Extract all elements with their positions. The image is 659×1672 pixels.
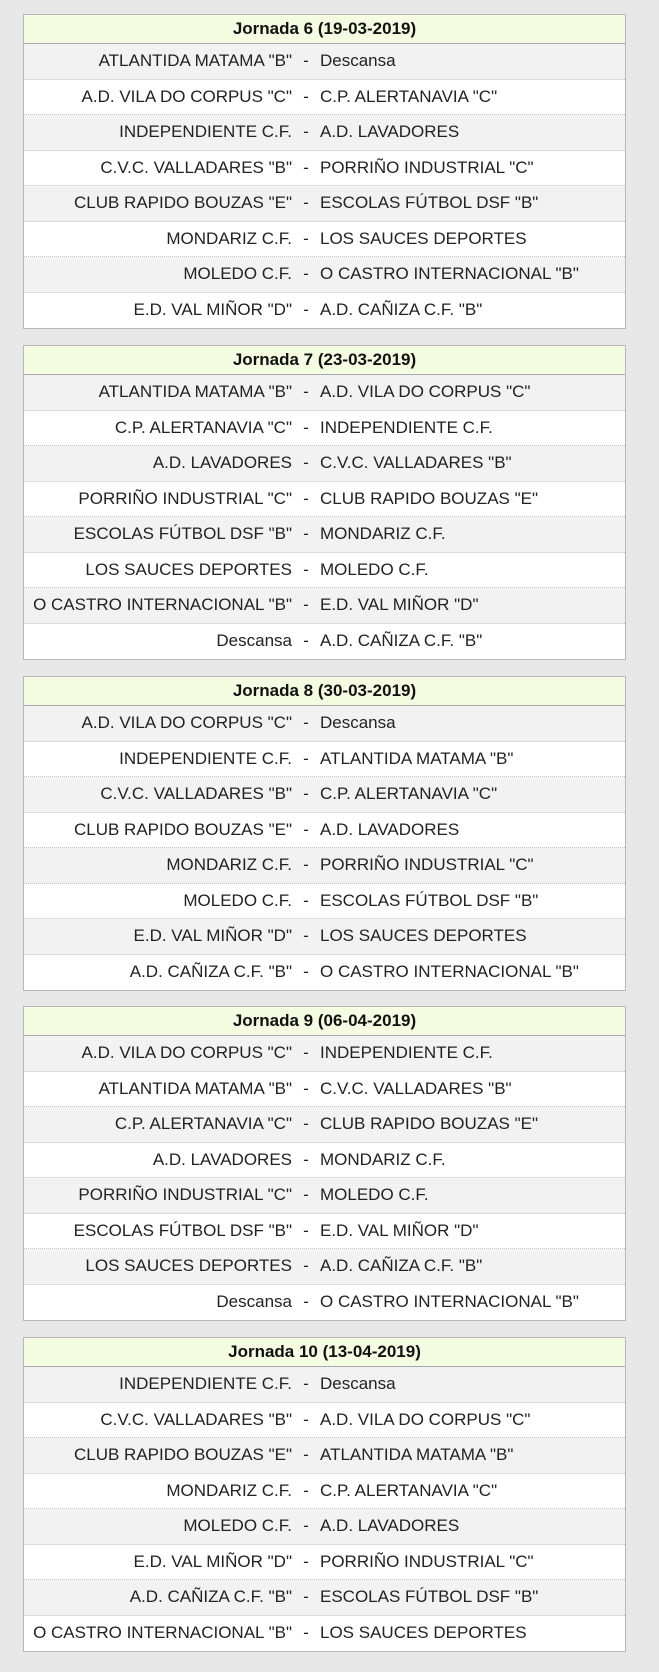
match-row (24, 115, 625, 151)
away-team: MOLEDO C.F. (320, 1185, 429, 1205)
match-row (24, 1285, 625, 1321)
home-team: A.D. LAVADORES (152, 1149, 292, 1169)
home-team: A.D. LAVADORES (152, 453, 292, 473)
match-separator: - (303, 193, 309, 213)
home-team: INDEPENDIENTE C.F. (119, 122, 292, 142)
home-team: C.V.C. VALLADARES "B" (100, 157, 292, 177)
match-row (24, 624, 625, 660)
away-team: LOS SAUCES DEPORTES (320, 926, 527, 946)
round-title: Jornada 8 (30-03-2019) (24, 677, 625, 706)
away-team: MOLEDO C.F. (320, 559, 429, 579)
home-team: MOLEDO C.F. (183, 1516, 292, 1536)
home-team: A.D. VILA DO CORPUS "C" (81, 86, 292, 106)
match-separator: - (303, 1149, 309, 1169)
match-row (24, 1249, 625, 1285)
match-row (24, 44, 625, 80)
home-team: ESCOLAS FÚTBOL DSF "B" (73, 524, 292, 544)
home-team: E.D. VAL MIÑOR "D" (133, 300, 292, 320)
match-separator: - (303, 1043, 309, 1063)
match-row (24, 553, 625, 589)
match-separator: - (303, 748, 309, 768)
away-team: A.D. LAVADORES (320, 122, 460, 142)
match-separator: - (303, 819, 309, 839)
away-team: A.D. CAÑIZA C.F. "B" (320, 631, 483, 651)
home-team: ATLANTIDA MATAMA "B" (98, 51, 292, 71)
round-table (23, 14, 626, 329)
away-team: ATLANTIDA MATAMA "B" (320, 748, 514, 768)
away-team: C.P. ALERTANAVIA "C" (320, 784, 498, 804)
away-team: A.D. LAVADORES (320, 1516, 460, 1536)
match-separator: - (303, 1256, 309, 1276)
match-row (24, 257, 625, 293)
match-row (24, 777, 625, 813)
match-separator: - (303, 1587, 309, 1607)
match-separator: - (303, 631, 309, 651)
match-row (24, 706, 625, 742)
match-row (24, 1072, 625, 1108)
home-team: CLUB RAPIDO BOUZAS "E" (73, 819, 292, 839)
away-team: ATLANTIDA MATAMA "B" (320, 1445, 514, 1465)
away-team: Descansa (320, 1374, 396, 1394)
round-matches (24, 44, 625, 328)
away-team: A.D. CAÑIZA C.F. "B" (320, 1256, 483, 1276)
match-row (24, 1545, 625, 1581)
home-team: LOS SAUCES DEPORTES (85, 559, 292, 579)
match-separator: - (303, 1551, 309, 1571)
match-separator: - (303, 264, 309, 284)
home-team: C.V.C. VALLADARES "B" (100, 1409, 292, 1429)
match-row (24, 588, 625, 624)
round-title: Jornada 9 (06-04-2019) (24, 1007, 625, 1036)
match-row (24, 222, 625, 258)
home-team: E.D. VAL MIÑOR "D" (133, 1551, 292, 1571)
away-team: O CASTRO INTERNACIONAL "B" (320, 1292, 579, 1312)
home-team: INDEPENDIENTE C.F. (119, 1374, 292, 1394)
match-row (24, 1107, 625, 1143)
round-table (23, 345, 626, 660)
match-separator: - (303, 1445, 309, 1465)
away-team: C.V.C. VALLADARES "B" (320, 1078, 512, 1098)
home-team: ATLANTIDA MATAMA "B" (98, 382, 292, 402)
match-row (24, 1214, 625, 1250)
match-row (24, 482, 625, 518)
match-row (24, 375, 625, 411)
round-matches (24, 706, 625, 990)
match-row (24, 1367, 625, 1403)
away-team: ESCOLAS FÚTBOL DSF "B" (320, 193, 539, 213)
match-row (24, 1509, 625, 1545)
away-team: A.D. VILA DO CORPUS "C" (320, 1409, 531, 1429)
match-separator: - (303, 559, 309, 579)
away-team: INDEPENDIENTE C.F. (320, 417, 493, 437)
match-separator: - (303, 713, 309, 733)
round-matches (24, 375, 625, 659)
home-team: ATLANTIDA MATAMA "B" (98, 1078, 292, 1098)
match-separator: - (303, 1374, 309, 1394)
away-team: ESCOLAS FÚTBOL DSF "B" (320, 1587, 539, 1607)
match-separator: - (303, 122, 309, 142)
away-team: MONDARIZ C.F. (320, 1149, 446, 1169)
match-separator: - (303, 228, 309, 248)
home-team: O CASTRO INTERNACIONAL "B" (33, 595, 292, 615)
round-table (23, 676, 626, 991)
away-team: A.D. VILA DO CORPUS "C" (320, 382, 531, 402)
round-table (23, 1337, 626, 1652)
home-team: LOS SAUCES DEPORTES (85, 1256, 292, 1276)
away-team: LOS SAUCES DEPORTES (320, 1623, 527, 1643)
match-separator: - (303, 1114, 309, 1134)
match-row (24, 1403, 625, 1439)
match-row (24, 411, 625, 447)
home-team: MONDARIZ C.F. (166, 855, 292, 875)
home-team: A.D. CAÑIZA C.F. "B" (129, 962, 292, 982)
away-team: MONDARIZ C.F. (320, 524, 446, 544)
match-row (24, 293, 625, 329)
round-table (23, 1006, 626, 1321)
match-row (24, 80, 625, 116)
home-team: A.D. CAÑIZA C.F. "B" (129, 1587, 292, 1607)
match-row (24, 919, 625, 955)
match-separator: - (303, 1480, 309, 1500)
home-team: Descansa (216, 631, 292, 651)
match-separator: - (303, 1516, 309, 1536)
match-row (24, 1036, 625, 1072)
match-separator: - (303, 595, 309, 615)
away-team: O CASTRO INTERNACIONAL "B" (320, 962, 579, 982)
match-separator: - (303, 1409, 309, 1429)
home-team: ESCOLAS FÚTBOL DSF "B" (73, 1220, 292, 1240)
home-team: PORRIÑO INDUSTRIAL "C" (78, 488, 292, 508)
match-separator: - (303, 890, 309, 910)
away-team: CLUB RAPIDO BOUZAS "E" (320, 488, 539, 508)
match-row (24, 848, 625, 884)
away-team: E.D. VAL MIÑOR "D" (320, 595, 479, 615)
away-team: PORRIÑO INDUSTRIAL "C" (320, 157, 534, 177)
home-team: MONDARIZ C.F. (166, 228, 292, 248)
match-row (24, 446, 625, 482)
home-team: MONDARIZ C.F. (166, 1480, 292, 1500)
away-team: C.P. ALERTANAVIA "C" (320, 86, 498, 106)
home-team: PORRIÑO INDUSTRIAL "C" (78, 1185, 292, 1205)
match-separator: - (303, 1185, 309, 1205)
match-separator: - (303, 926, 309, 946)
match-row (24, 151, 625, 187)
match-separator: - (303, 784, 309, 804)
match-row (24, 1474, 625, 1510)
home-team: C.P. ALERTANAVIA "C" (114, 417, 292, 437)
match-separator: - (303, 855, 309, 875)
match-row (24, 955, 625, 991)
away-team: INDEPENDIENTE C.F. (320, 1043, 493, 1063)
home-team: E.D. VAL MIÑOR "D" (133, 926, 292, 946)
away-team: CLUB RAPIDO BOUZAS "E" (320, 1114, 539, 1134)
away-team: C.V.C. VALLADARES "B" (320, 453, 512, 473)
match-separator: - (303, 417, 309, 437)
match-row (24, 186, 625, 222)
match-separator: - (303, 524, 309, 544)
home-team: O CASTRO INTERNACIONAL "B" (33, 1623, 292, 1643)
away-team: A.D. CAÑIZA C.F. "B" (320, 300, 483, 320)
match-row (24, 1580, 625, 1616)
match-separator: - (303, 962, 309, 982)
home-team: A.D. VILA DO CORPUS "C" (81, 713, 292, 733)
match-row (24, 884, 625, 920)
match-row (24, 742, 625, 778)
away-team: C.P. ALERTANAVIA "C" (320, 1480, 498, 1500)
home-team: INDEPENDIENTE C.F. (119, 748, 292, 768)
match-row (24, 813, 625, 849)
away-team: A.D. LAVADORES (320, 819, 460, 839)
home-team: C.V.C. VALLADARES "B" (100, 784, 292, 804)
home-team: MOLEDO C.F. (183, 264, 292, 284)
away-team: Descansa (320, 51, 396, 71)
away-team: ESCOLAS FÚTBOL DSF "B" (320, 890, 539, 910)
away-team: Descansa (320, 713, 396, 733)
away-team: LOS SAUCES DEPORTES (320, 228, 527, 248)
match-row (24, 1438, 625, 1474)
round-matches (24, 1367, 625, 1651)
match-separator: - (303, 1292, 309, 1312)
match-separator: - (303, 157, 309, 177)
match-separator: - (303, 1220, 309, 1240)
match-separator: - (303, 1078, 309, 1098)
match-separator: - (303, 453, 309, 473)
match-row (24, 1178, 625, 1214)
home-team: Descansa (216, 1292, 292, 1312)
away-team: PORRIÑO INDUSTRIAL "C" (320, 855, 534, 875)
round-title: Jornada 10 (13-04-2019) (24, 1338, 625, 1367)
away-team: PORRIÑO INDUSTRIAL "C" (320, 1551, 534, 1571)
round-title: Jornada 7 (23-03-2019) (24, 346, 625, 375)
match-separator: - (303, 488, 309, 508)
match-row (24, 1143, 625, 1179)
round-matches (24, 1036, 625, 1320)
away-team: O CASTRO INTERNACIONAL "B" (320, 264, 579, 284)
away-team: E.D. VAL MIÑOR "D" (320, 1220, 479, 1240)
home-team: MOLEDO C.F. (183, 890, 292, 910)
home-team: A.D. VILA DO CORPUS "C" (81, 1043, 292, 1063)
match-separator: - (303, 86, 309, 106)
match-row (24, 1616, 625, 1652)
home-team: CLUB RAPIDO BOUZAS "E" (73, 1445, 292, 1465)
round-title: Jornada 6 (19-03-2019) (24, 15, 625, 44)
match-separator: - (303, 382, 309, 402)
match-separator: - (303, 51, 309, 71)
match-separator: - (303, 1623, 309, 1643)
match-separator: - (303, 300, 309, 320)
home-team: CLUB RAPIDO BOUZAS "E" (73, 193, 292, 213)
home-team: C.P. ALERTANAVIA "C" (114, 1114, 292, 1134)
match-row (24, 517, 625, 553)
